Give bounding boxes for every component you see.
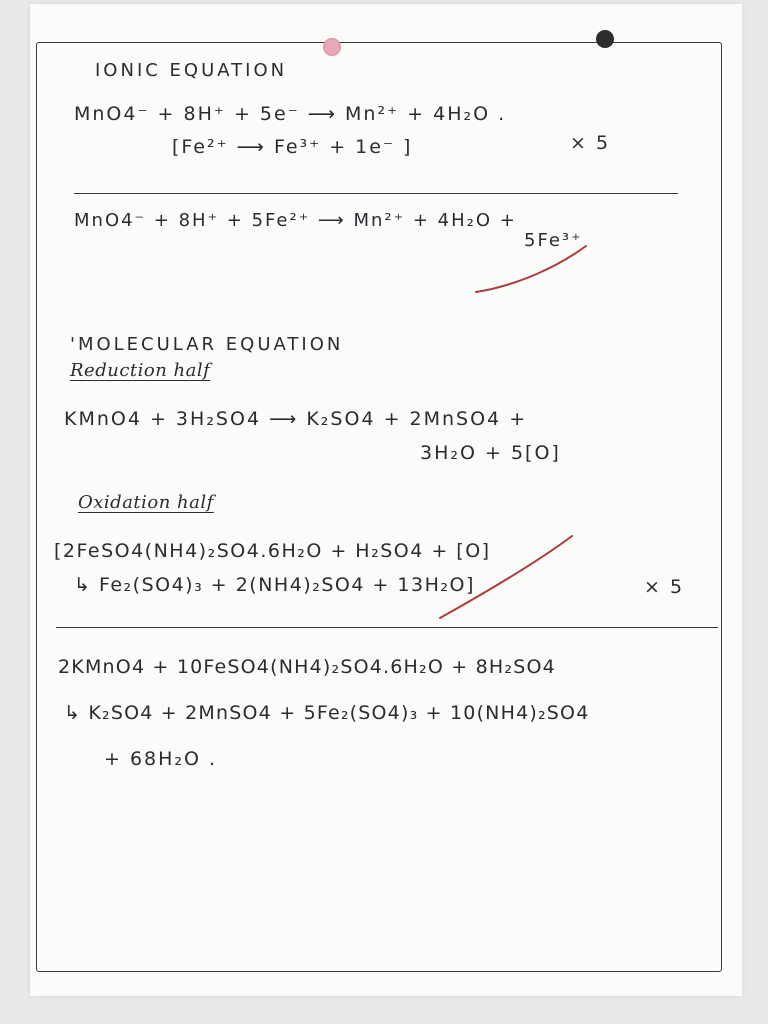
overall-line-2: ↳ K₂SO4 + 2MnSO4 + 5Fe₂(SO4)₃ + 10(NH4)₂SO4 [64, 702, 590, 724]
overall-line-3: + 68H₂O . [104, 748, 218, 770]
molecular-heading: 'MOLECULAR EQUATION [70, 334, 344, 355]
ionic-half-reaction-2: [Fe²⁺ ⟶ Fe³⁺ + 1e⁻ ] [172, 136, 413, 158]
oxidation-line-1: [2FeSO4(NH4)₂SO4.6H₂O + H₂SO4 + [O] [54, 540, 491, 562]
oxidation-cancel-stroke [440, 536, 572, 618]
ionic-underline-stroke [476, 246, 586, 292]
oxidation-line-2: ↳ Fe₂(SO4)₃ + 2(NH4)₂SO4 + 13H₂O] [74, 574, 475, 596]
reduction-half-title: Reduction half [70, 360, 211, 381]
ionic-multiplier: × 5 [570, 132, 611, 154]
ionic-heading: IONIC EQUATION [95, 60, 288, 81]
reduction-line-1: KMnO4 + 3H₂SO4 ⟶ K₂SO4 + 2MnSO4 + [64, 408, 528, 430]
ionic-net-line-1: MnO4⁻ + 8H⁺ + 5Fe²⁺ ⟶ Mn²⁺ + 4H₂O + [74, 210, 517, 231]
reduction-line-2: 3H₂O + 5[O] [420, 442, 561, 464]
overall-line-1: 2KMnO4 + 10FeSO4(NH4)₂SO4.6H₂O + 8H₂SO4 [58, 656, 556, 678]
oxidation-multiplier: × 5 [644, 576, 685, 598]
oxidation-half-title: Oxidation half [78, 492, 214, 513]
ionic-net-line-2: 5Fe³⁺ [524, 230, 583, 251]
ionic-half-reaction-1: MnO4⁻ + 8H⁺ + 5e⁻ ⟶ Mn²⁺ + 4H₂O . [74, 103, 507, 125]
